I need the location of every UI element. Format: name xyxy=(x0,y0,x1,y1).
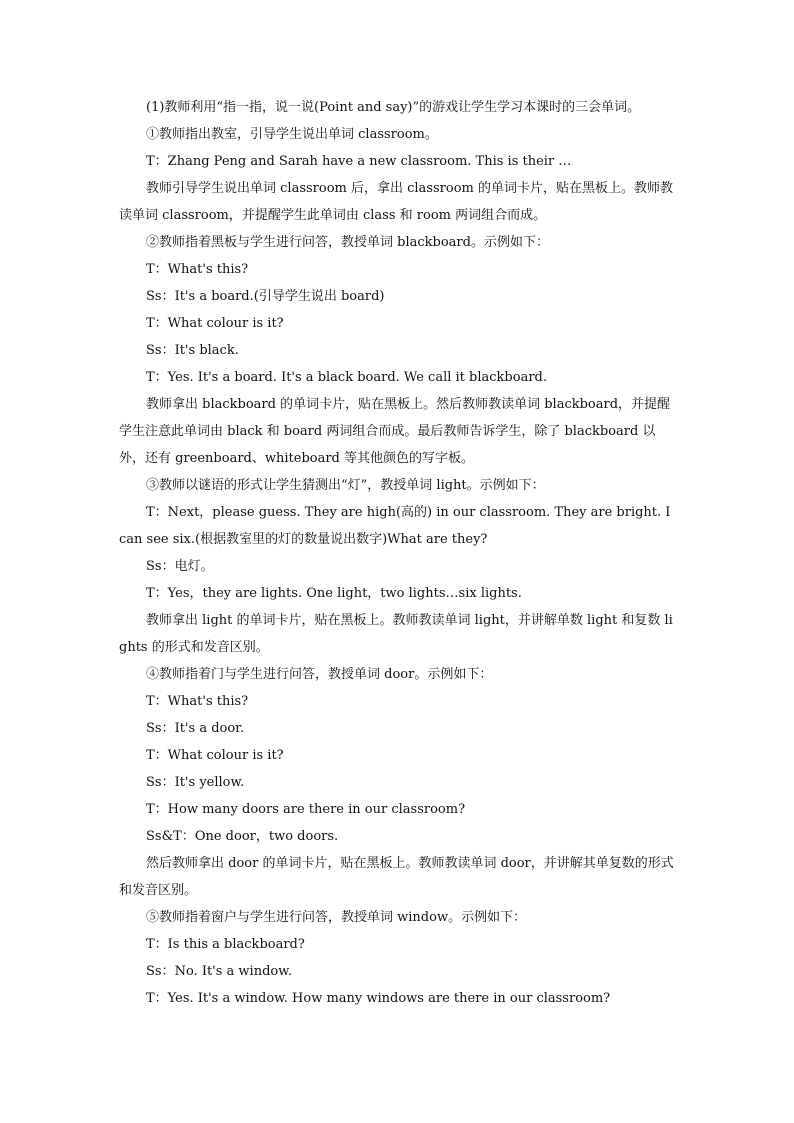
activity-intro: (1)教师利用“指一指，说一说(Point and say)”的游戏让学生学习本课时的三会单词。 xyxy=(146,100,641,115)
blackboard-explanation: 教师拿出 blackboard 的单词卡片，贴在黑板上。然后教师教读单词 blackboard，并提醒学生注意此单词由 black 和 board 两词组合而成。最后教师告诉学生，除了 blackboard 以外，还有 greenboard、whiteboard 等其他颜色的写字板。 xyxy=(119,397,671,466)
door-explanation: 然后教师拿出 door 的单词卡片，贴在黑板上。教师教读单词 door，并讲解其单复数的形式和发音区别。 xyxy=(119,856,674,898)
dialogue-line: Ss&T：One door，two doors. xyxy=(146,829,339,844)
dialogue-line: T：Is this a blackboard? xyxy=(146,937,305,952)
dialogue-line: T：What's this? xyxy=(146,694,249,709)
dialogue-line: Ss：It's a board.(引导学生说出 board) xyxy=(146,289,385,304)
document-body xyxy=(119,94,679,1012)
dialogue-line: T：What's this? xyxy=(146,262,249,277)
step-classroom-heading: ①教师指出教室，引导学生说出单词 classroom。 xyxy=(146,127,438,142)
dialogue-line: T：Yes. It's a board. It's a black board. We call it blackboard. xyxy=(146,370,547,385)
dialogue-line: Ss：No. It's a window. xyxy=(146,964,292,979)
dialogue-line: T：Yes. It's a window. How many windows are there in our classroom? xyxy=(146,991,611,1006)
dialogue-line: Ss：It's yellow. xyxy=(146,775,245,790)
light-explanation: 教师拿出 light 的单词卡片，贴在黑板上。教师教读单词 light，并讲解单数 light 和复数 lights 的形式和发音区别。 xyxy=(119,613,673,655)
dialogue-line: T：Next，please guess. They are high(高的) in our classroom. They are bright. I can see six.(根据教室里的灯的数量说出数字)What are they? xyxy=(119,505,671,547)
step-window-heading: ⑤教师指着窗户与学生进行问答，教授单词 window。示例如下： xyxy=(146,910,527,925)
dialogue-line: T：How many doors are there in our classroom? xyxy=(146,802,466,817)
dialogue-line: T：Yes，they are lights. One light，two lights…six lights. xyxy=(146,586,522,601)
dialogue-line: Ss：电灯。 xyxy=(146,559,214,574)
step-door-heading: ④教师指着门与学生进行问答，教授单词 door。示例如下： xyxy=(146,667,493,682)
step-light-heading: ③教师以谜语的形式让学生猜测出“灯”，教授单词 light。示例如下： xyxy=(146,478,545,493)
dialogue-line: T：What colour is it? xyxy=(146,316,284,331)
dialogue-line: T：Zhang Peng and Sarah have a new classroom. This is their … xyxy=(146,154,572,169)
classroom-explanation: 教师引导学生说出单词 classroom 后，拿出 classroom 的单词卡片，贴在黑板上。教师教读单词 classroom，并提醒学生此单词由 class 和 room 两词组合而成。 xyxy=(119,181,673,223)
dialogue-line: Ss：It's black. xyxy=(146,343,239,358)
dialogue-line: Ss：It's a door. xyxy=(146,721,245,736)
step-blackboard-heading: ②教师指着黑板与学生进行问答，教授单词 blackboard。示例如下： xyxy=(146,235,549,250)
dialogue-line: T：What colour is it? xyxy=(146,748,284,763)
